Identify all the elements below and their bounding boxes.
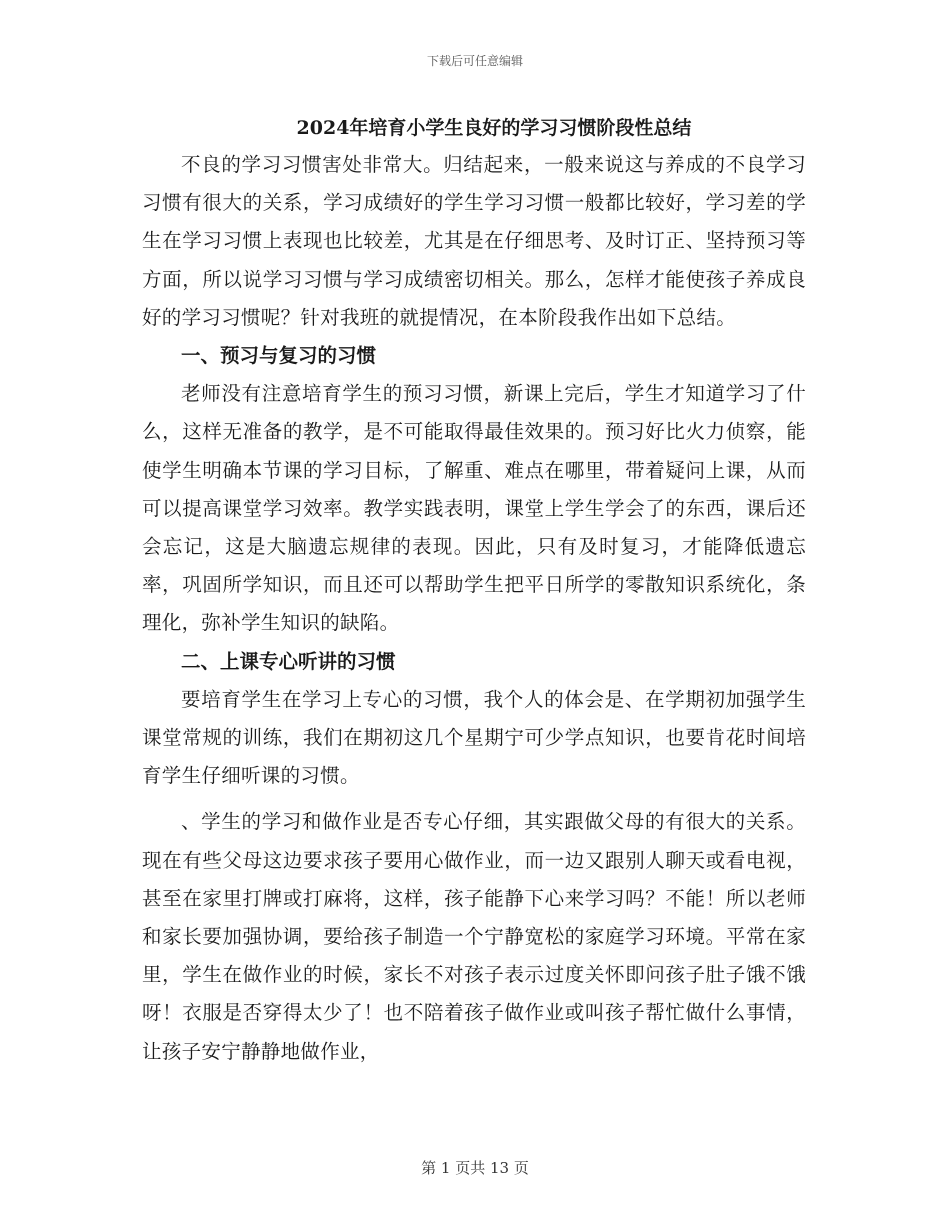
intro-paragraph: 不良的学习习惯害处非常大。归结起来，一般来说这与养成的不良学习习惯有很大的关系，学习成绩好的学生学习习惯一般都比较好，学习差的学生在学习习惯上表现也比较差，尤其是在仔细思考、及时订正、坚持预习等方面，所以说学习习惯与学习成绩密切相关。那么，怎样才能使孩子养成良好的学习习惯呢？针对我班的就提情况，在本阶段我作出如下总结。 [142,153,806,329]
section-heading-preview-review: 一、预习与复习的习惯 [181,344,377,368]
page-number: 第 1 页共 13 页 [421,1159,529,1177]
section-paragraph: 、学生的学习和做作业是否专心仔细，其实跟做父母的有很大的关系。现在有些父母这边要求孩子要用心做作业，而一边又跟别人聊天或看电视，甚至在家里打牌或打麻将，这样，孩子能静下心来学习吗？不能！所以老师和家长要加强协调，要给孩子制造一个宁静宽松的家庭学习环境。平常在家里，学生在做作业的时候，家长不对孩子表示过度关怀即问孩子肚子饿不饿呀！衣服是否穿得太少了！也不陪着孩子做作业或叫孩子帮忙做什么事情，让孩子安宁静静地做作业， [142,810,806,1063]
header-note: 下载后可任意编辑 [426,54,523,68]
document-title: 2024年培育小学生良好的学习习惯阶段性总结 [296,117,692,139]
section-paragraph: 要培育学生在学习上专心的习惯，我个人的体会是、在学期初加强学生课堂常规的训练，我们在期初这几个星期宁可少学点知识，也要肯花时间培育学生仔细听课的习惯。 [142,687,806,788]
document-body [142,112,806,1071]
section-paragraph: 老师没有注意培育学生的预习习惯，新课上完后，学生才知道学习了什么，这样无准备的教学，是不可能取得最佳效果的。预习好比火力侦察，能使学生明确本节课的学习目标，了解重、难点在哪里，带着疑问上课，从而可以提高课堂学习效率。教学实践表明，课堂上学生学会了的东西，课后还会忘记，这是大脑遗忘规律的表现。因此，只有及时复习，才能降低遗忘率，巩固所学知识，而且还可以帮助学生把平日所学的零散知识系统化，条理化，弥补学生知识的缺陷。 [142,382,806,635]
section-heading-attentive-listening: 二、上课专心听讲的习惯 [181,649,396,673]
